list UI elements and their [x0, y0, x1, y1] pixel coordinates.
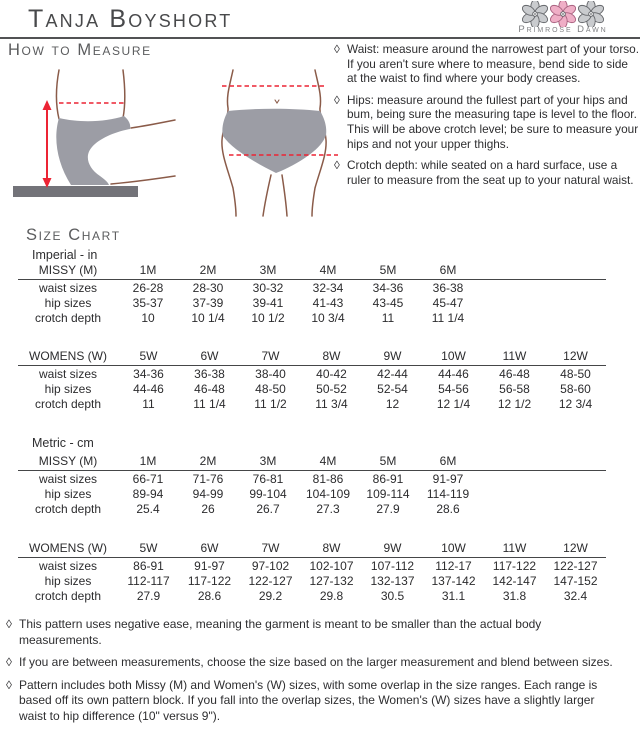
table-cell: 26: [201, 501, 215, 516]
size-table-imperial-womens: [18, 347, 606, 411]
table-cell: crotch depth: [34, 588, 102, 603]
table-cell: 89-94: [132, 486, 164, 501]
table-cell: 26-28: [132, 280, 164, 295]
table-cell: 7W: [261, 541, 280, 555]
table-cell: 102-107: [309, 558, 354, 573]
table-cell: 29.8: [319, 588, 344, 603]
size-table-row: [18, 381, 606, 396]
size-chart-heading: Size Chart: [26, 226, 121, 244]
table-cell: 31.1: [441, 588, 466, 603]
table-cell: 44-46: [438, 366, 469, 381]
table-cell: waist sizes: [38, 471, 97, 486]
table-cell: 35-37: [132, 295, 164, 310]
table-cell: 28.6: [436, 501, 460, 516]
table-cell: 9W: [383, 541, 402, 555]
diamond-bullet-icon: ◊: [334, 92, 340, 107]
table-cell: waist sizes: [38, 280, 97, 295]
arrowhead-up-icon: [43, 100, 52, 110]
size-table-row: [18, 588, 606, 603]
size-table-header-row: [18, 261, 606, 280]
table-cell: hip sizes: [44, 486, 92, 501]
table-cell: 30.5: [380, 588, 405, 603]
table-cell: MISSY (M): [38, 454, 98, 468]
table-cell: 1M: [139, 454, 157, 468]
body-front-line: [123, 70, 125, 118]
table-cell: 97-102: [251, 558, 290, 573]
table-cell: crotch depth: [34, 310, 102, 325]
brand-name: Primrose Dawn: [518, 24, 608, 35]
table-cell: 12 1/2: [497, 396, 532, 411]
table-cell: 91-97: [432, 471, 464, 486]
table-cell: 122-127: [248, 573, 293, 588]
table-cell: 4M: [319, 454, 337, 468]
table-cell: 3M: [259, 454, 277, 468]
table-cell: 3M: [259, 263, 277, 277]
metric-unit-label: Metric - cm: [32, 436, 94, 450]
table-cell: 10: [141, 310, 155, 325]
table-cell: 46-48: [194, 381, 225, 396]
thigh-top-line: [131, 120, 175, 128]
table-cell: crotch depth: [34, 501, 102, 516]
size-table-imperial-missy: [18, 261, 606, 325]
table-cell: 36-38: [194, 366, 225, 381]
table-cell: 58-60: [560, 381, 591, 396]
table-cell: 10 3/4: [311, 310, 345, 325]
imperial-unit-label: Imperial - in: [32, 248, 98, 262]
table-cell: 5M: [379, 263, 397, 277]
brand-logo: [504, 1, 622, 35]
table-cell: 94-99: [192, 486, 224, 501]
table-cell: MISSY (M): [38, 263, 98, 277]
table-cell: 81-86: [312, 471, 344, 486]
measure-instruction-crotch-depth: [334, 158, 640, 187]
table-cell: 112-117: [127, 573, 170, 588]
table-cell: 109-114: [366, 486, 410, 501]
table-cell: 32-34: [312, 280, 344, 295]
size-table-row: [18, 486, 606, 501]
table-cell: 142-147: [492, 573, 537, 588]
size-table-row: [18, 310, 606, 325]
table-cell: 91-97: [194, 558, 225, 573]
table-cell: 5W: [139, 349, 158, 363]
size-table-row: [18, 471, 606, 486]
table-cell: 112-17: [435, 558, 472, 573]
pattern-note: [6, 617, 622, 648]
size-table-row: [18, 396, 606, 411]
boyshort-front-shape: [222, 109, 326, 173]
table-cell: 48-50: [560, 366, 591, 381]
table-cell: 11 1/4: [431, 310, 465, 325]
size-table-row: [18, 573, 606, 588]
instruction-text: Waist: measure around the narrowest part of your torso. If you aren't sure where to measure, bend side to side at the waist to find where your body creases.: [347, 42, 639, 86]
table-cell: 1M: [139, 263, 157, 277]
table-cell: 99-104: [249, 486, 287, 501]
table-cell: 30-32: [252, 280, 284, 295]
page-title: Tanja Boyshort: [28, 5, 233, 33]
table-cell: 76-81: [252, 471, 284, 486]
table-cell: 11 1/2: [254, 396, 287, 411]
table-cell: 2M: [199, 263, 217, 277]
table-cell: 122-127: [553, 558, 598, 573]
table-cell: 11: [381, 310, 395, 325]
table-cell: 104-109: [305, 486, 351, 501]
table-cell: 117-122: [492, 558, 537, 573]
table-cell: 117-122: [187, 573, 232, 588]
table-cell: 11W: [502, 541, 527, 555]
body-back-line: [56, 70, 59, 119]
inner-leg-left-line: [263, 175, 271, 216]
pattern-note: [6, 678, 622, 725]
table-cell: hip sizes: [44, 295, 92, 310]
size-table-header-row: [18, 539, 606, 558]
note-text: If you are between measurements, choose the size based on the larger measurement and blend between sizes.: [19, 655, 613, 670]
table-cell: 44-46: [133, 381, 164, 396]
pattern-note: [6, 655, 622, 671]
table-cell: 32.4: [563, 588, 588, 603]
table-cell: 8W: [322, 541, 341, 555]
diamond-bullet-icon: ◊: [334, 158, 340, 173]
table-cell: 10 1/4: [191, 310, 225, 325]
table-cell: 66-71: [132, 471, 164, 486]
size-table-row: [18, 558, 606, 573]
inner-leg-right-line: [282, 175, 287, 216]
table-cell: 147-152: [553, 573, 598, 588]
diamond-bullet-icon: ◊: [6, 677, 12, 692]
table-cell: 27.3: [316, 501, 340, 516]
table-cell: 6M: [439, 454, 457, 468]
table-cell: 6W: [200, 541, 219, 555]
table-cell: 40-42: [316, 366, 347, 381]
table-cell: WOMENS (W): [29, 541, 107, 555]
table-cell: 52-54: [377, 381, 408, 396]
table-cell: waist sizes: [38, 366, 97, 381]
pattern-notes: [6, 617, 622, 732]
table-cell: 56-58: [499, 381, 530, 396]
measure-instruction-hips: [334, 93, 640, 151]
table-cell: WOMENS (W): [29, 349, 107, 363]
table-cell: waist sizes: [38, 558, 97, 573]
table-cell: 27.9: [136, 588, 161, 603]
size-table-row: [18, 280, 606, 295]
waist-hip-illustration: [205, 58, 340, 218]
table-cell: 31.8: [502, 588, 527, 603]
table-cell: 127-132: [309, 573, 354, 588]
size-table-row: [18, 295, 606, 310]
table-cell: 11W: [502, 349, 527, 363]
table-cell: 137-142: [431, 573, 476, 588]
table-cell: 10W: [441, 541, 466, 555]
diamond-bullet-icon: ◊: [6, 655, 12, 670]
thigh-bottom-line: [111, 176, 175, 184]
table-cell: 10 1/2: [251, 310, 285, 325]
table-cell: 28.6: [197, 588, 222, 603]
table-cell: 54-56: [438, 381, 469, 396]
table-cell: 41-43: [312, 295, 344, 310]
size-table-row: [18, 366, 606, 381]
table-cell: 6W: [200, 349, 219, 363]
table-cell: 12W: [563, 541, 588, 555]
table-cell: 86-91: [133, 558, 164, 573]
measure-instruction-waist: [334, 42, 640, 86]
table-cell: 25.4: [136, 501, 160, 516]
note-text: This pattern uses negative ease, meaning the garment is meant to be smaller than the actual body measurements.: [19, 617, 542, 647]
table-cell: 9W: [383, 349, 402, 363]
table-cell: 34-36: [372, 280, 404, 295]
table-cell: 114-119: [426, 486, 470, 501]
diamond-bullet-icon: ◊: [6, 617, 12, 631]
table-cell: 5M: [379, 454, 397, 468]
diamond-bullet-icon: ◊: [334, 42, 340, 56]
table-cell: 12 3/4: [558, 396, 593, 411]
instruction-text: Hips: measure around the fullest part of your hips and bum, being sure the measuring tape is level to the floor. This will be above crotch level; be sure to measure your hips and not your upper thighs.: [347, 92, 639, 151]
table-cell: 26.7: [256, 501, 280, 516]
crotch-depth-illustration: [5, 58, 180, 203]
note-text: Pattern includes both Missy (M) and Women's (W) sizes, with some overlap in the size ranges. Each range is based off its own pattern block. If you fall into the overlap sizes, the Women's (W) sizes have a slightly larger waist to hip difference (10" versus 9").: [19, 677, 598, 723]
table-cell: 12W: [563, 349, 588, 363]
size-table-row: [18, 501, 606, 516]
table-cell: 107-112: [370, 558, 415, 573]
table-cell: 5W: [139, 541, 158, 555]
table-cell: 36-38: [432, 280, 464, 295]
table-cell: 50-52: [316, 381, 347, 396]
table-cell: 2M: [199, 454, 217, 468]
table-cell: 27.9: [376, 501, 400, 516]
table-cell: 86-91: [372, 471, 404, 486]
table-cell: 10W: [441, 349, 466, 363]
instruction-text: Crotch depth: while seated on a hard surface, use a ruler to measure from the seat up to your natural waist.: [347, 158, 634, 187]
boyshort-side-shape: [56, 116, 130, 185]
table-cell: 34-36: [133, 366, 164, 381]
table-cell: 71-76: [192, 471, 224, 486]
size-table-metric-womens: [18, 539, 606, 603]
table-cell: 11 1/4: [193, 396, 226, 411]
measure-instructions: [334, 42, 640, 194]
table-cell: 132-137: [370, 573, 415, 588]
table-cell: 12 1/4: [436, 396, 471, 411]
size-table-metric-missy: [18, 452, 606, 516]
table-cell: hip sizes: [44, 381, 92, 396]
navel-mark: [275, 100, 279, 103]
table-cell: crotch depth: [34, 396, 102, 411]
table-cell: 11 3/4: [315, 396, 348, 411]
table-cell: 46-48: [499, 366, 530, 381]
header-divider: [0, 37, 640, 39]
table-cell: 43-45: [372, 295, 404, 310]
how-to-measure-heading: How to Measure: [8, 41, 152, 59]
bench-shape: [13, 186, 138, 197]
size-table-header-row: [18, 452, 606, 471]
table-cell: 6M: [439, 263, 457, 277]
size-table-header-row: [18, 347, 606, 366]
table-cell: 29.2: [258, 588, 283, 603]
table-cell: 37-39: [192, 295, 224, 310]
table-cell: 45-47: [432, 295, 464, 310]
table-cell: 4M: [319, 263, 337, 277]
table-cell: 38-40: [255, 366, 286, 381]
table-cell: 28-30: [192, 280, 224, 295]
table-cell: 12: [385, 396, 400, 411]
table-cell: 42-44: [377, 366, 408, 381]
table-cell: 11: [142, 396, 155, 411]
table-cell: 39-41: [252, 295, 284, 310]
table-cell: hip sizes: [44, 573, 92, 588]
table-cell: 7W: [261, 349, 280, 363]
table-cell: 48-50: [255, 381, 286, 396]
table-cell: 8W: [322, 349, 341, 363]
